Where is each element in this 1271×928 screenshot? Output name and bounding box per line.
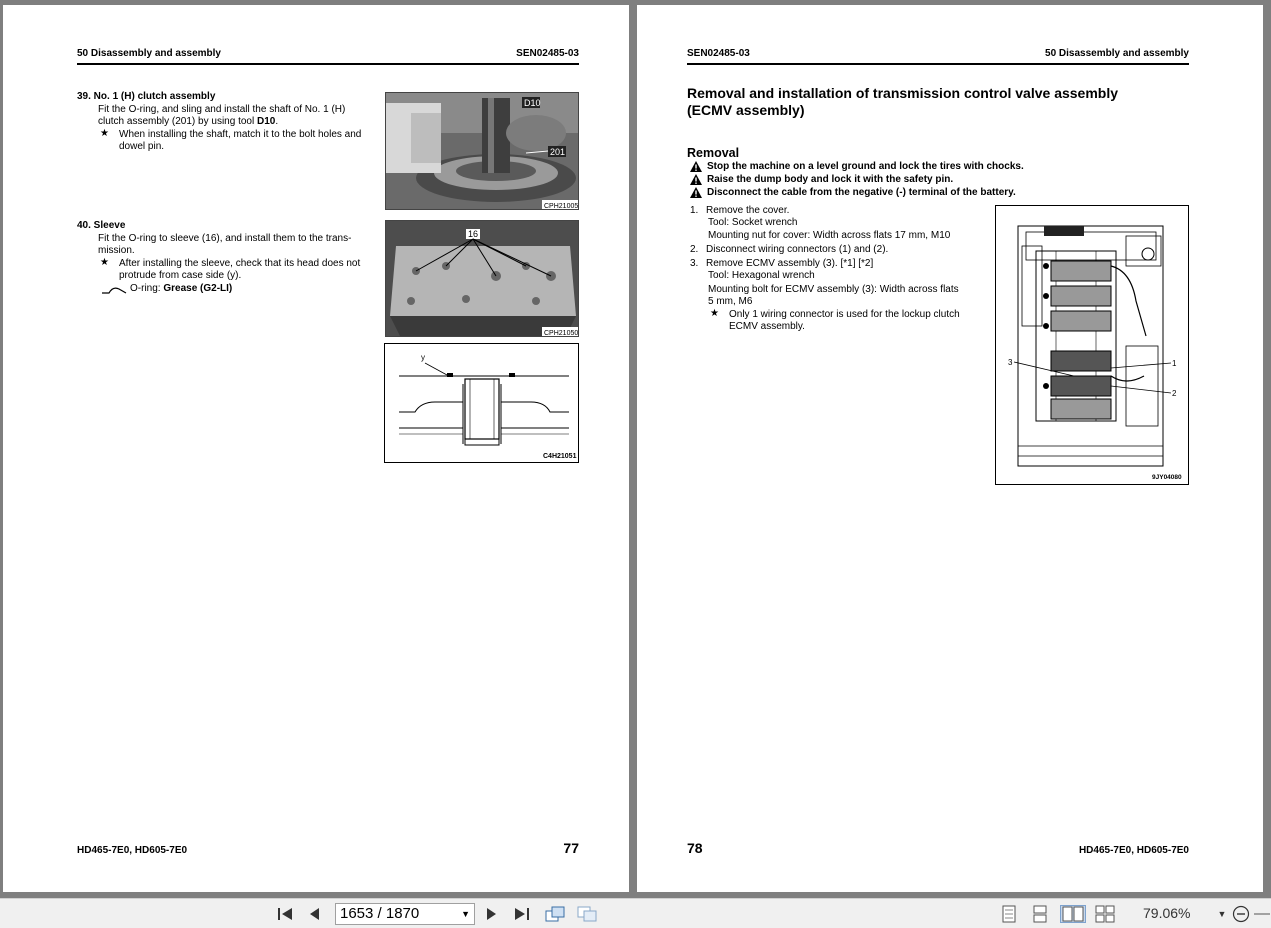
step-3-number: 3. (690, 258, 699, 269)
header-section-title: 50 Disassembly and assembly (77, 48, 221, 59)
header-section-title: 50 Disassembly and assembly (1045, 48, 1189, 59)
last-page-button[interactable] (513, 905, 531, 923)
continuous-page-icon (1033, 905, 1047, 923)
photo-code: CPH21005 (544, 203, 579, 210)
step-39-note-1: When installing the shaft, match it to the bolt holes and (119, 129, 362, 140)
step-2-number: 2. (690, 244, 699, 255)
continuous-facing-icon (1095, 905, 1115, 923)
star-icon: ★ (100, 257, 109, 268)
first-page-icon (276, 906, 294, 922)
first-page-button[interactable] (276, 905, 294, 923)
step-40-text-1: Fit the O-ring to sleeve (16), and install them to the trans- (98, 233, 352, 244)
right-page (637, 5, 1263, 892)
photo-label-d10: D10 (524, 98, 541, 108)
step-1-text: Remove the cover. (706, 205, 790, 216)
zoom-dropdown-chevron-down-icon[interactable]: ▼ (1217, 909, 1227, 919)
step-3-detail-1: Mounting bolt for ECMV assembly (3): Width across flats (708, 284, 959, 295)
step-1-number: 1. (690, 205, 699, 216)
photo-label-201: 201 (550, 147, 566, 157)
figure-label-2: 2 (1172, 389, 1177, 398)
drawing-code: C4H21051 (543, 453, 577, 460)
zoom-slider[interactable] (1254, 905, 1270, 923)
warning-icon (690, 187, 702, 198)
previous-page-button[interactable] (306, 905, 322, 923)
grease-icon (101, 285, 127, 295)
facing-pages-icon (1062, 906, 1084, 922)
next-page-button[interactable] (484, 905, 500, 923)
warning-3: Disconnect the cable from the negative (-) terminal of the battery. (690, 187, 1016, 198)
step-39-text-1: Fit the O-ring, and sling and install the shaft of No. 1 (H) (98, 104, 346, 115)
section-title-line-2: (ECMV assembly) (687, 102, 805, 118)
zoom-out-icon (1232, 905, 1250, 923)
footer-model: HD465-7E0, HD605-7E0 (77, 845, 188, 856)
single-page-icon (1002, 905, 1016, 923)
left-page (3, 5, 629, 892)
footer-model: HD465-7E0, HD605-7E0 (1078, 845, 1189, 856)
zoom-out-button[interactable] (1231, 905, 1251, 923)
photo-label-16: 16 (468, 229, 479, 239)
star-icon: ★ (710, 308, 719, 319)
step-40-title: 40. Sleeve (77, 220, 126, 231)
step-3-note-2: ECMV assembly. (729, 321, 805, 332)
page-number: 77 (563, 840, 579, 856)
zoom-level: 79.06% (1143, 905, 1191, 921)
zoom-slider-track (1254, 905, 1270, 923)
step-39-note-2: dowel pin. (119, 141, 165, 152)
header-rule (77, 63, 579, 65)
step-1-tool: Tool: Socket wrench (708, 217, 798, 228)
star-icon: ★ (100, 128, 109, 139)
ecmv-figure (995, 205, 1189, 485)
drawing-label-y: y (421, 353, 425, 362)
figure-code: 9JY04080 (1152, 474, 1182, 481)
page-number: 78 (687, 840, 703, 856)
photo-code: CPH21050 (544, 330, 579, 337)
rotate-counterclockwise-button[interactable] (576, 905, 598, 923)
rotate-clockwise-button[interactable] (544, 905, 566, 923)
figure-label-1: 1 (1172, 359, 1177, 368)
section-title-line-1: Removal and installation of transmission control valve assembly (687, 85, 1119, 101)
tool-code: D10 (256, 116, 276, 127)
continuous-view-button[interactable] (1031, 905, 1049, 923)
step-39-title: 39. No. 1 (H) clutch assembly (77, 91, 216, 102)
step-3-note-1: Only 1 wiring connector is used for the lockup clutch (729, 309, 960, 320)
header-doc-code: SEN02485-03 (687, 48, 750, 59)
viewer-toolbar (0, 898, 1271, 928)
warning-icon (690, 174, 702, 185)
step-40-note-2: protrude from case side (y). (119, 270, 242, 281)
header-rule (687, 63, 1189, 65)
warning-2: Raise the dump body and lock it with the safety pin. (690, 174, 953, 185)
step-39-text-2: clutch assembly (201) by using tool D10. (98, 116, 279, 127)
rotate-page-icon (544, 905, 566, 923)
previous-page-icon (307, 906, 321, 922)
subsection-title: Removal (687, 146, 740, 160)
rotate-page-icon (576, 905, 598, 923)
sleeve-photo (385, 220, 579, 337)
figure-label-3: 3 (1008, 358, 1013, 367)
step-1-detail: Mounting nut for cover: Width across flats 17 mm, M10 (708, 230, 951, 241)
step-3-detail-2: 5 mm, M6 (708, 296, 753, 307)
warning-icon (690, 161, 702, 172)
step-2-text: Disconnect wiring connectors (1) and (2). (706, 244, 889, 255)
warning-1: Stop the machine on a level ground and lock the tires with chocks. (690, 161, 1024, 172)
step-3-text: Remove ECMV assembly (3). [*1] [*2] (706, 258, 874, 269)
single-page-view-button[interactable] (1000, 905, 1018, 923)
step-40-note-1: After installing the sleeve, check that its head does not (119, 258, 361, 269)
next-page-icon (485, 906, 499, 922)
facing-view-button[interactable] (1060, 905, 1086, 923)
oring-spec: O-ring: Grease (G2-LI) (130, 283, 233, 294)
continuous-facing-view-button[interactable] (1095, 905, 1115, 923)
last-page-icon (513, 906, 531, 922)
sleeve-drawing (384, 343, 579, 463)
clutch-photo (385, 92, 579, 210)
step-40-text-2: mission. (98, 245, 135, 256)
chevron-down-icon[interactable]: ▼ (461, 909, 470, 919)
header-doc-code: SEN02485-03 (516, 48, 579, 59)
step-3-tool: Tool: Hexagonal wrench (708, 270, 815, 281)
page-number-input[interactable]: 1653 / 1870 ▼ (335, 903, 475, 925)
